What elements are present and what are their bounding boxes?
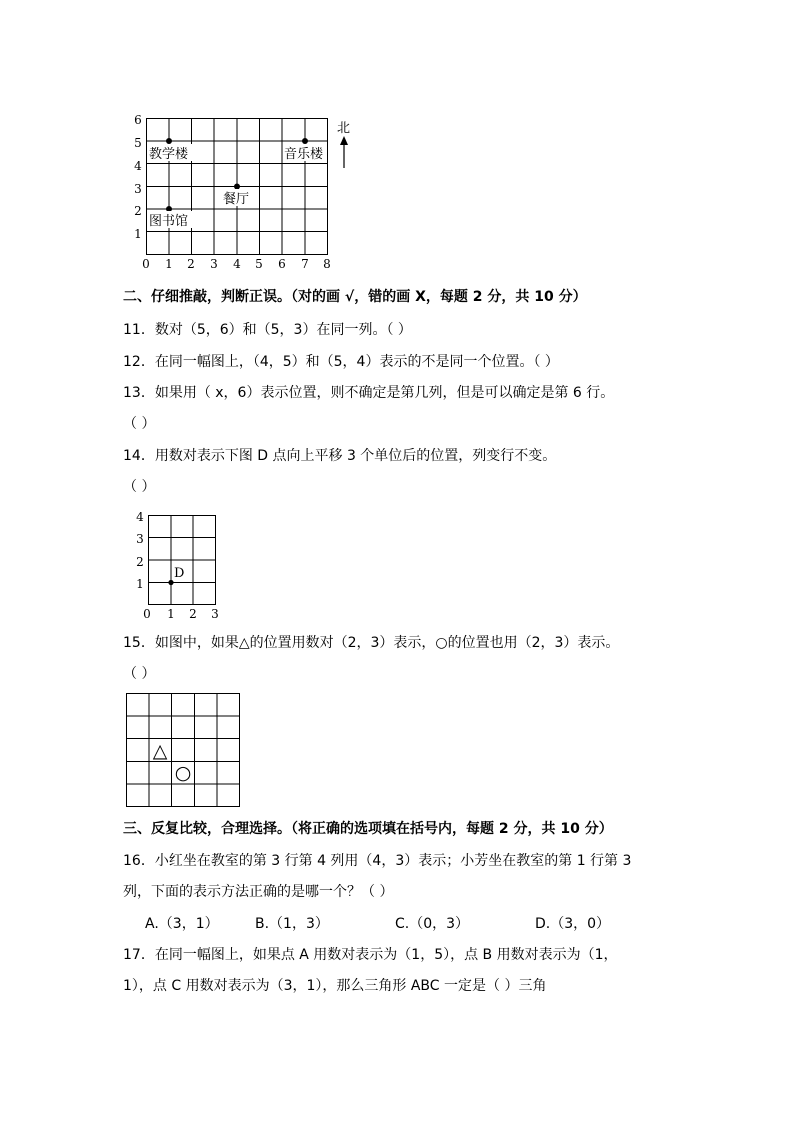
map1-x-tick: 0 <box>142 257 150 270</box>
map1-x-tick: 5 <box>255 257 263 270</box>
circle-icon: ○ <box>174 762 192 784</box>
question-16-options <box>145 914 610 934</box>
map1-y-tick: 4 <box>134 159 142 173</box>
question-12: 12．在同一幅图上，（4，5）和（5，4）表示的不是同一个位置。（ ） <box>123 354 559 370</box>
grid-d-y-tick: 3 <box>136 532 144 546</box>
question-16: 16．小红坐在教室的第 3 行第 4 列用（4，3）表示；小芳坐在教室的第 1 行第 3 <box>123 853 632 869</box>
place-dot <box>302 138 308 144</box>
point-d-grid <box>130 508 230 623</box>
section3-heading: 三、反复比较，合理选择。（将正确的选项填在括号内，每题 2 分，共 10 分） <box>123 821 613 837</box>
place-label-canteen: 餐厅 <box>223 192 250 207</box>
map1-x-tick: 4 <box>233 257 241 270</box>
place-label-music-building: 音乐楼 <box>284 147 324 162</box>
question-14: 14．用数对表示下图 D 点向上平移 3 个单位后的位置，列变行不变。 <box>123 448 557 464</box>
map1-x-tick: 1 <box>165 257 173 270</box>
question-13-answer: （ ） <box>123 416 156 432</box>
option-d: D.（3，0） <box>535 916 611 932</box>
point-d-dot <box>168 580 173 585</box>
option-c: C.（0，3） <box>395 916 470 932</box>
grid-d-y-tick: 4 <box>136 510 144 524</box>
grid-d-y-tick: 1 <box>136 577 144 591</box>
grid-d-x-tick: 1 <box>167 607 175 621</box>
map1-x-tick: 7 <box>301 257 309 270</box>
shapes-grid <box>125 692 243 810</box>
map1-y-tick: 2 <box>134 204 142 218</box>
grid-d-x-tick: 3 <box>211 607 219 621</box>
question-11: 11．数对（5，6）和（5，3）在同一列。（ ） <box>123 322 412 338</box>
section2-heading: 二、仔细推敲，判断正误。（对的画 √，错的画 X，每题 2 分，共 10 分） <box>123 289 587 305</box>
option-b: B.（1，3） <box>255 916 329 932</box>
map1-y-tick: 6 <box>134 113 142 127</box>
map1-y-tick: 3 <box>134 182 142 196</box>
place-label-library: 图书馆 <box>149 214 189 229</box>
grid-d-x-tick: 0 <box>143 607 151 621</box>
question-13: 13．如果用（ x，6）表示位置，则不确定是第几列，但是可以确定是第 6 行。 <box>123 385 615 401</box>
question-17-line2: 1），点 C 用数对表示为（3，1），那么三角形 ABC 一定是（ ）三角 <box>123 978 547 994</box>
map1-x-tick: 2 <box>187 257 195 270</box>
place-label-teaching-building: 教学楼 <box>149 147 189 162</box>
grid-d-x-tick: 2 <box>189 607 197 621</box>
place-dot <box>166 138 172 144</box>
option-a: A.（3，1） <box>145 916 219 932</box>
north-arrow-icon <box>340 136 348 168</box>
north-label: 北 <box>337 121 351 136</box>
campus-map <box>125 110 365 270</box>
map1-y-tick: 5 <box>134 136 142 150</box>
question-16-line2: 列，下面的表示方法正确的是哪一个？（ ） <box>123 884 394 900</box>
question-14-answer: （ ） <box>123 479 156 495</box>
triangle-icon: △ <box>152 740 168 762</box>
question-15-answer: （ ） <box>123 666 156 682</box>
point-d-label: D <box>174 566 185 581</box>
question-17: 17．在同一幅图上，如果点 A 用数对表示为（1，5），点 B 用数对表示为（1， <box>123 947 618 963</box>
map1-x-tick: 3 <box>210 257 218 270</box>
map1-x-tick: 6 <box>278 257 286 270</box>
place-dot <box>234 184 240 190</box>
grid-d-y-tick: 2 <box>136 555 144 569</box>
map1-x-tick: 8 <box>323 257 331 270</box>
map1-y-tick: 1 <box>134 227 142 241</box>
question-15: 15．如图中，如果△的位置用数对（2，3）表示，○的位置也用（2，3）表示。 <box>123 635 620 651</box>
